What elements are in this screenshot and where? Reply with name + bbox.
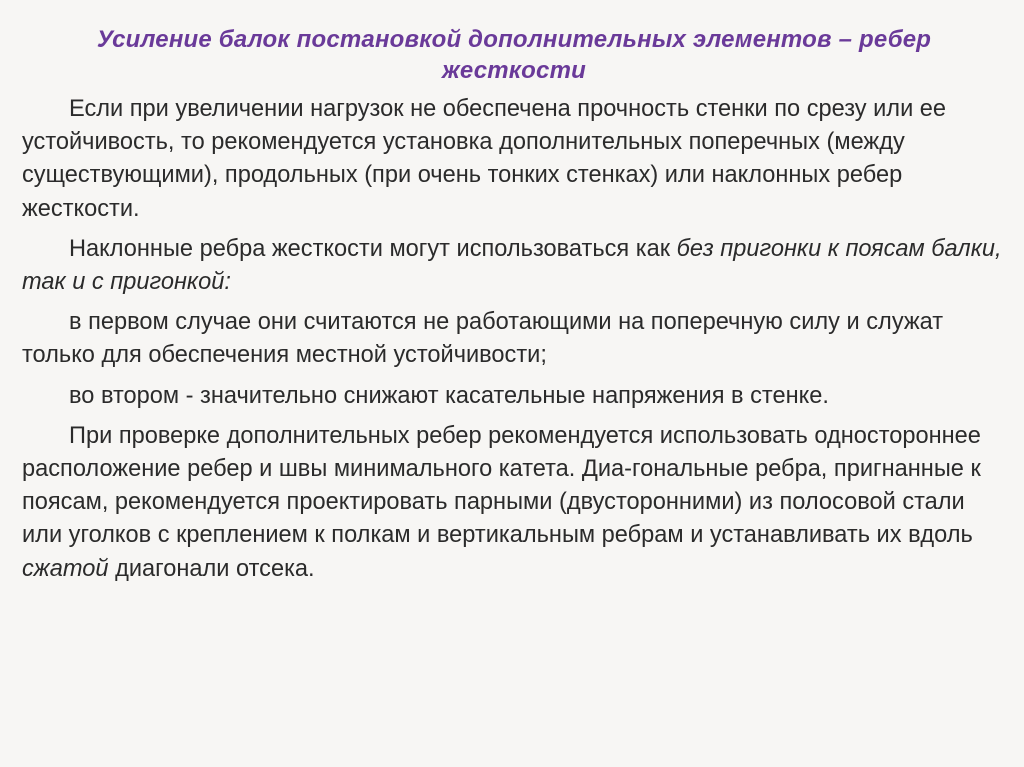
paragraph-5-text: При проверке дополнительных ребер рекомендуется использовать одностороннее расположение ребер и швы минимального катета. Диа-гональные ребра, пригнанные к поясам, рекомендуется проектировать парными (двусторонними) из полосовой стали или уголков с креплением к полкам и вертикальным ребрам и устанавливать их вдоль [22, 422, 981, 549]
paragraph-5-emphasis: сжатой [22, 555, 109, 582]
title-line-1: Усиление балок постановкой дополнительных элементов – ребер [96, 26, 932, 53]
paragraph-2 [22, 233, 1006, 299]
paragraph-3: в первом случае они считаются не работающими на поперечную силу и служат только для обеспечения местной устойчивости; [22, 309, 944, 369]
slide-body [22, 93, 1006, 586]
paragraph-2-emphasis: без пригонки к поясам балки, так и с пригонкой: [22, 235, 1002, 296]
paragraph-2-text: Наклонные ребра жесткости могут использоваться как [69, 235, 677, 262]
slide-title [22, 24, 1006, 86]
paragraph-4: во втором - значительно снижают касательные напряжения в стенке. [69, 382, 829, 409]
title-line-2: жесткости [442, 57, 586, 84]
paragraph-1: Если при увеличении нагрузок не обеспечена прочность стенки по срезу или ее устойчивость, то рекомендуется установка дополнительных поперечных (между существующими), продольных (при очень тонких стенках) или наклонных ребер жесткости. [22, 96, 947, 222]
paragraph-5 [22, 420, 1006, 586]
paragraph-5-end: диагонали отсека. [108, 555, 315, 582]
